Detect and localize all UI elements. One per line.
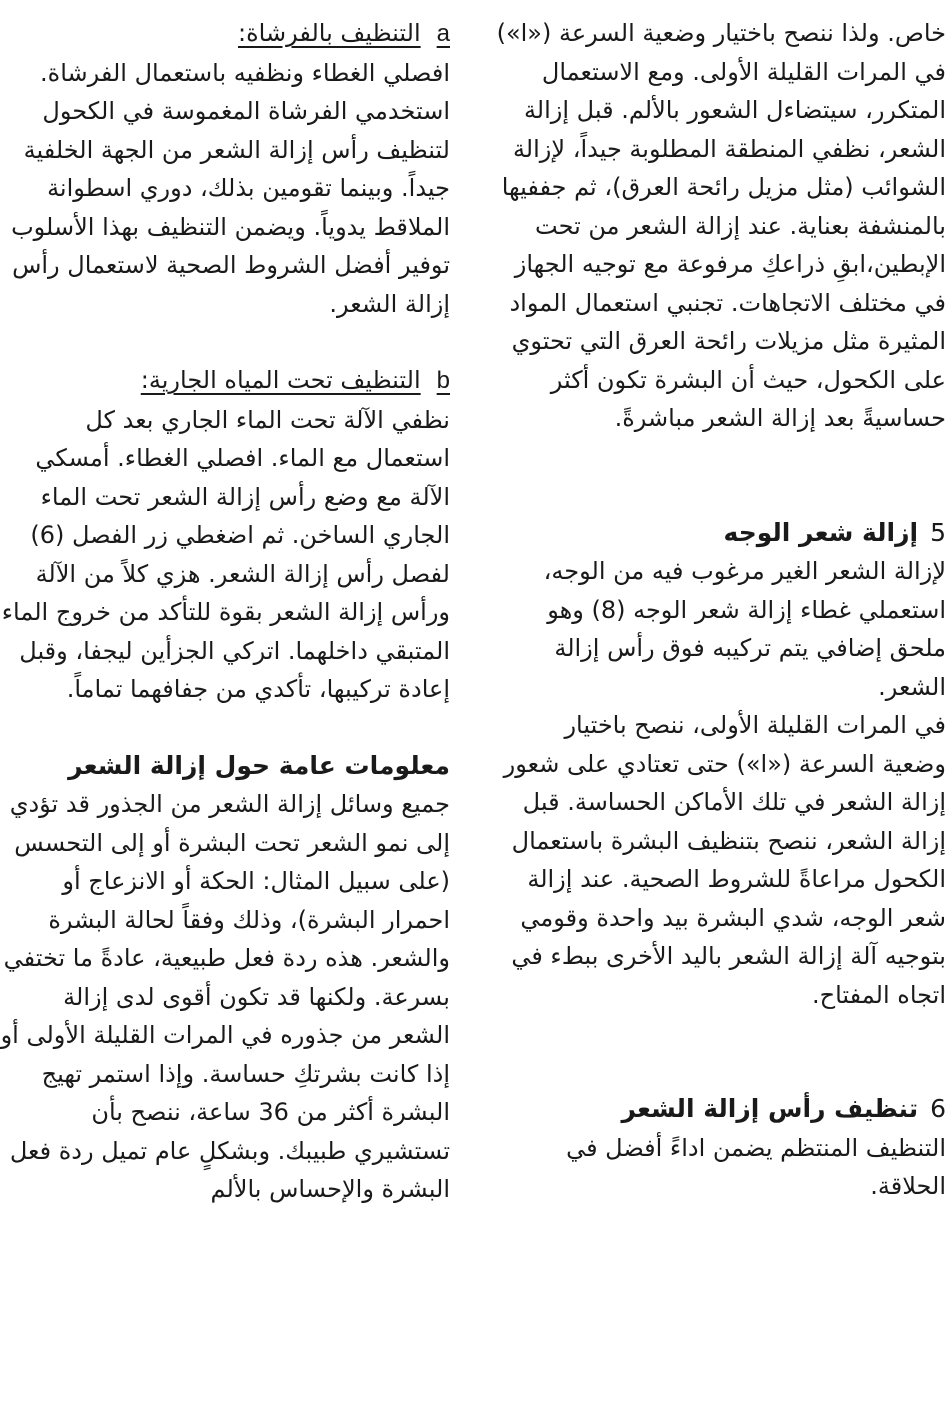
subsection-b-paragraph: نظفي الآلة تحت الماء الجاري بعد كل استعمال مع الماء. افصلي الغطاء. أمسكي الآلة مع وضع رأس إزالة الشعر تحت الماء الجاري الساخن. ثم اضغطي زر الفصل (6) لفصل رأس إزالة الشعر. هزي كلاً من الآلة ورأس إزالة الشعر بقوة للتأكد من خروج الماء المتبقي داخلهما. اتركي الجزأين ليجفا، وقبل إعادة تركيبها، تأكدي من جفافهما تماماً. [1, 405, 450, 703]
subsection-b-letter: b [436, 367, 450, 394]
spacer [494, 1014, 946, 1090]
intro-paragraph: خاص. ولذا ننصح باختيار وضعية السرعة («ا») في المرات القليلة الأولى. ومع الاستعمال المتكرر، سيتضاءل الشعور بالألم. قبل إزالة الشعر، نظفي المنطقة المطلوبة جيداً، لإزالة الشوائب (مثل مزيل رائحة العرق)، ثم جففيها بالمنشفة بعناية. عند إزالة الشعر من تحت الإبطين،ابقِ ذراعكِ مرفوعة مع توجيه الجهاز في مختلف الاتجاهات. تجنبي استعمال المواد المثيرة مثل مزيلات رائحة العرق التي تحتوي على الكحول، حيث أن البشرة تكون أكثر حساسيةً بعد إزالة الشعر مباشرةً. [496, 19, 946, 432]
section-5-paragraph-2: في المرات القليلة الأولى، ننصح باختيار وضعية السرعة («ا») حتى تعتادي على شعور إزالة الشعر في تلك الأماكن الحساسة. قبل إزالة الشعر، ننصح بتنظيف البشرة باستعمال الكحول مراعاةً للشروط الصحية. عند إزالة شعر الوجه، شدي البشرة بيد واحدة وقومي بتوجيه آلة إزالة الشعر باليد الأخرى ببطء في اتجاه المفتاح. [503, 711, 946, 1009]
subsection-a-heading [0, 14, 450, 54]
spacer [494, 438, 946, 514]
general-info-paragraph: جميع وسائل إزالة الشعر من الجذور قد تؤدي إلى نمو الشعر تحت البشرة أو إلى التحسس (على سبيل المثال: الحكة أو الانزعاج أو احمرار البشرة)، وذلك وفقاً لحالة البشرة والشعر. هذه ردة فعل طبيعية، عادةً ما تختفي بسرعة. ولكنها قد تكون أقوى لدى إزالة الشعر من جذوره في المرات القليلة الأولى أو إذا كانت بشرتكِ حساسة. وإذا استمر تهيج البشرة أكثر من 36 ساعة، ننصح بأن تستشيري طبيبك. وبشكلٍ عام تميل ردة فعل البشرة والإحساس بالألم [0, 790, 450, 1203]
section-5-heading [494, 514, 946, 553]
left-column [0, 14, 450, 1209]
subsection-a-paragraph: افصلي الغطاء ونظفيه باستعمال الفرشاة. استخدمي الفرشاة المغموسة في الكحول لتنظيف رأس إزالة الشعر من الجهة الخلفية جيداً. وبينما تقومين بذلك، دوري اسطوانة الملاقط يدوياً. ويضمن التنظيف بهذا الأسلوب توفير أفضل الشروط الصحية لاستعمال رأس إزالة الشعر. [11, 58, 450, 318]
subsection-b-title: التنظيف تحت المياه الجارية: [140, 366, 421, 394]
section-5-number: 5 [930, 517, 946, 547]
spacer [0, 709, 450, 747]
general-info-heading: معلومات عامة حول إزالة الشعر [68, 750, 450, 780]
subsection-a-letter: a [436, 20, 450, 47]
spacer [0, 323, 450, 361]
section-5-paragraph-1: لإزالة الشعر الغير مرغوب فيه من الوجه، استعملي غطاء إزالة شعر الوجه (8) وهو ملحق إضافي يتم تركيبه فوق رأس إزالة الشعر. [543, 557, 946, 701]
section-6-paragraph: التنظيف المنتظم يضمن اداءً أفضل في الحلاقة. [566, 1133, 946, 1200]
section-6-title: تنظيف رأس إزالة الشعر [621, 1094, 919, 1123]
section-6-number: 6 [930, 1094, 946, 1123]
subsection-b-heading [0, 361, 450, 401]
section-5-title: إزالة شعر الوجه [723, 517, 919, 547]
subsection-a-title: التنظيف بالفرشاة: [238, 19, 421, 47]
right-column [494, 14, 946, 1206]
section-6-heading [494, 1090, 946, 1129]
